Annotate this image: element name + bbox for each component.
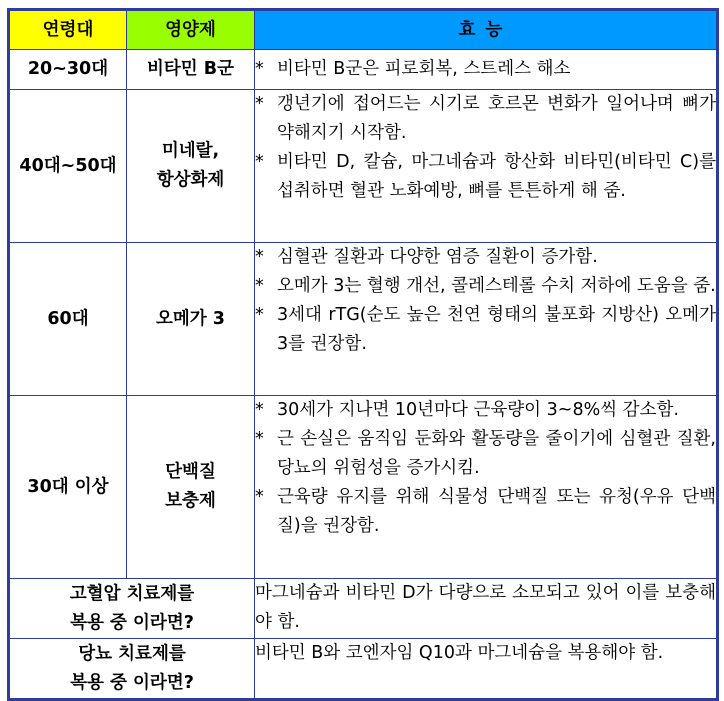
header-age: 연령대 <box>9 10 127 50</box>
effect-bullet <box>255 148 716 206</box>
bullet-mark: * <box>255 305 264 325</box>
condition-row <box>9 579 718 639</box>
condition-label-line: 당뇨 치료제를 <box>78 643 186 664</box>
bullet-mark: * <box>255 59 264 79</box>
bullet-text: 3세대 rTG(순도 높은 천연 형태의 불포화 지방산) 오메가 3를 권장함. <box>277 305 716 354</box>
header-supplement: 영양제 <box>127 10 255 50</box>
effect-cell <box>255 243 718 396</box>
condition-label-line: 복용 중 이라면? <box>70 672 194 693</box>
condition-label-line: 복용 중 이라면? <box>70 612 194 633</box>
supplement-cell <box>127 50 255 90</box>
effect-bullet <box>255 272 716 301</box>
age-cell: 20~30대 <box>9 50 127 90</box>
effect-bullet <box>255 301 716 359</box>
effect-cell <box>255 50 718 90</box>
age-cell: 40대~50대 <box>9 90 127 243</box>
condition-row <box>9 639 718 700</box>
bullet-text: 오메가 3는 혈행 개선, 콜레스테롤 수치 저하에 도움을 줌. <box>277 276 716 296</box>
supplement-cell <box>127 243 255 396</box>
supplement-line: 항상화제 <box>156 170 225 190</box>
condition-effect-cell: 마그네슘과 비타민 D가 다량으로 소모되고 있어 이를 보충해야 함. <box>255 579 718 639</box>
effect-cell <box>255 90 718 243</box>
bullet-mark: * <box>255 94 264 114</box>
bullet-mark: * <box>255 429 264 449</box>
effect-bullet <box>255 483 716 541</box>
supplement-table <box>7 8 719 701</box>
table-row <box>9 396 718 579</box>
bullet-mark: * <box>255 276 264 296</box>
bullet-mark: * <box>255 487 264 507</box>
bullet-text: 근 손실은 움직임 둔화와 활동량을 줄이기에 심혈관 질환, 당뇨의 위험성을 증가시킴. <box>277 429 716 478</box>
condition-label-cell <box>9 579 255 639</box>
table-row <box>9 90 718 243</box>
supplement-cell <box>127 396 255 579</box>
bullet-text: 비타민 D, 칼슘, 마그네슘과 항산화 비타민(비타민 C)를 섭취하면 혈관 노화예방, 뼈를 튼튼하게 해 줌. <box>277 152 716 201</box>
bullet-mark: * <box>255 400 264 420</box>
effect-bullet <box>255 55 716 84</box>
header-row <box>9 10 718 50</box>
table-row <box>9 50 718 90</box>
bullet-text: 비타민 B군은 피로회복, 스트레스 해소 <box>277 59 571 79</box>
supplement-line: 오메가 3 <box>156 308 225 329</box>
condition-label-cell <box>9 639 255 700</box>
effect-bullet <box>255 396 716 425</box>
bullet-text: 심혈관 질환과 다양한 염증 질환이 증가함. <box>277 247 598 267</box>
effect-bullet <box>255 425 716 483</box>
bullet-text: 30세가 지나면 10년마다 근육량이 3~8%씩 감소함. <box>277 400 679 420</box>
effect-bullet <box>255 90 716 148</box>
supplement-table-container <box>7 8 719 701</box>
effect-cell <box>255 396 718 579</box>
supplement-line: 단백질 <box>165 462 216 482</box>
supplement-line: 보충제 <box>165 491 216 511</box>
supplement-cell <box>127 90 255 243</box>
effect-bullet <box>255 243 716 272</box>
supplement-line: 미네랄, <box>161 141 220 161</box>
bullet-mark: * <box>255 152 264 172</box>
table-row <box>9 243 718 396</box>
bullet-mark: * <box>255 247 264 267</box>
age-cell: 60대 <box>9 243 127 396</box>
header-effect: 효능 <box>255 10 718 50</box>
age-cell: 30대 이상 <box>9 396 127 579</box>
bullet-text: 근육량 유지를 위해 식물성 단백질 또는 유청(우유 단백질)을 권장함. <box>277 487 716 536</box>
condition-effect-cell: 비타민 B와 코엔자임 Q10과 마그네슘을 복용해야 함. <box>255 639 718 700</box>
condition-label-line: 고혈압 치료제를 <box>69 583 195 604</box>
supplement-line: 비타민 B군 <box>146 59 235 79</box>
bullet-text: 갱년기에 접어드는 시기로 호르몬 변화가 일어나며 뼈가 약해지기 시작함. <box>277 94 716 143</box>
